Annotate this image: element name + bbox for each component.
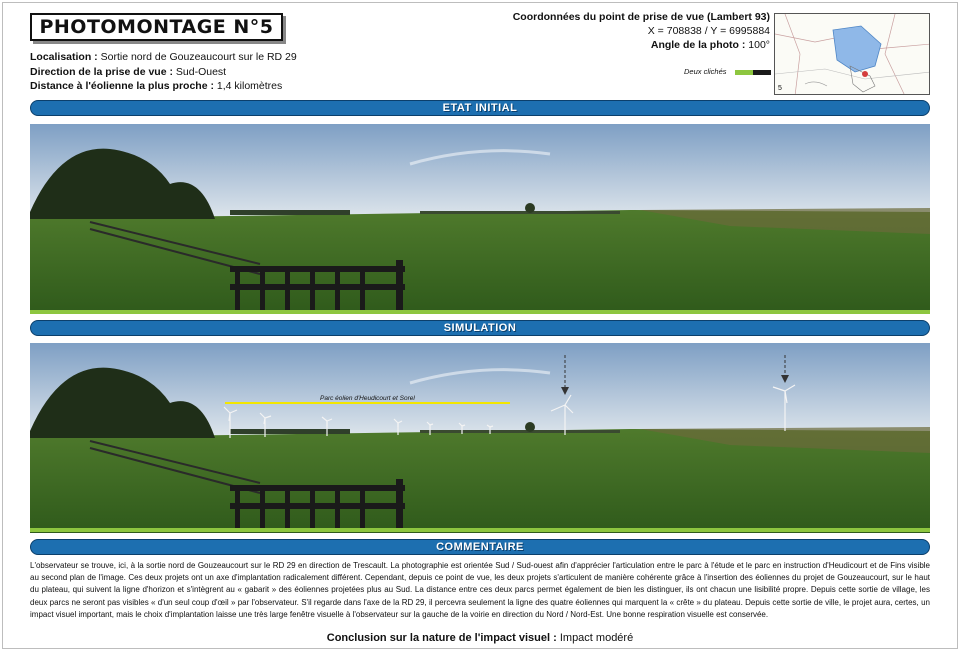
conclusion-line [0, 632, 960, 644]
localisation-line [30, 51, 297, 64]
coords-heading: Coordonnées du point de prise de vue (Lambert 93) [512, 11, 770, 23]
divider-green-1 [30, 310, 930, 314]
photo-angle [651, 39, 770, 51]
section-simulation: SIMULATION [30, 320, 930, 336]
direction-label: Direction de la prise de vue : [30, 66, 173, 78]
comment-paragraph: L'observateur se trouve, ici, à la sortie nord de Gouzeaucourt sur le RD 29 en direction de Trescault. La photographie est orientée Sud / Sud-ouest afin d'apprécier l'articulation entre le parc à l'étude et le parc en instruction d'Heudicourt et de Fins visible au second plan de l'image. Ces deux projets ont un axe d'implantation radicalement différent. Cependant, depuis ce point de vue, les deux projets s'articulent de manière cohérente grâce à l'insertion des éoliennes du projet de Gouzeaucourt, sur le haut du plateau, qui suivent la ligne d'horizon et s'intègrent au « gabarit » des éoliennes projetées plus au Sud. La distance entre ces deux parcs permet également de bien les distinguer, ils ont chacun une lisibilité propre. Depuis cette sortie de village, les deux parcs ne seront pas visibles « d'un seul coup d'œil » par l'observateur. S'il regarde dans l'axe de la RD 29, il percevra seulement la ligne des quatre éoliennes qui marquent la « crête » du plateau. Depuis cette sortie de ville, le projet aura, certes, un impact visuel important, mais le choix d'implantation laisse une très large fenêtre visuelle à l'observateur sur la gauche de la voirie en direction du Nord / Nord-Est. Une bonne respiration visuelle est conservée. [30, 561, 930, 619]
wind-farm-label: Parc éolien d'Heudicourt et Sorel [320, 395, 415, 402]
angle-label: Angle de la photo : [650, 39, 746, 51]
distance-line [30, 80, 282, 93]
legend-swatch-green [735, 70, 753, 75]
localisation-value: Sortie nord de Gouzeaucourt sur le RD 29 [100, 51, 297, 63]
angle-value: 100° [748, 39, 770, 51]
direction-value: Sud-Ouest [175, 66, 227, 78]
section-commentaire: COMMENTAIRE [30, 539, 930, 555]
landscape-initial [30, 124, 930, 314]
minimap-number: 5 [778, 85, 782, 92]
conclusion-value: Impact modéré [559, 632, 634, 644]
divider-green-2 [30, 528, 930, 532]
minimap-drawing [775, 14, 930, 95]
distance-value: 1,4 kilomètres [216, 80, 283, 92]
section-etat-initial: ETAT INITIAL [30, 100, 930, 116]
photo-etat-initial [30, 124, 930, 314]
distance-label: Distance à l'éolienne la plus proche : [30, 80, 214, 92]
landscape-simulation [30, 343, 930, 533]
page-title: PHOTOMONTAGE N°5 [30, 13, 283, 41]
legend-label: Deux clichés [684, 67, 727, 76]
conclusion-label: Conclusion sur la nature de l'impact visuel : [326, 632, 557, 644]
photo-simulation [30, 343, 930, 533]
direction-line [30, 66, 226, 79]
localisation-label: Localisation : [30, 51, 98, 63]
legend-swatch-black [753, 70, 771, 75]
coords-xy: X = 708838 / Y = 6995884 [647, 25, 770, 37]
location-minimap [774, 13, 930, 95]
